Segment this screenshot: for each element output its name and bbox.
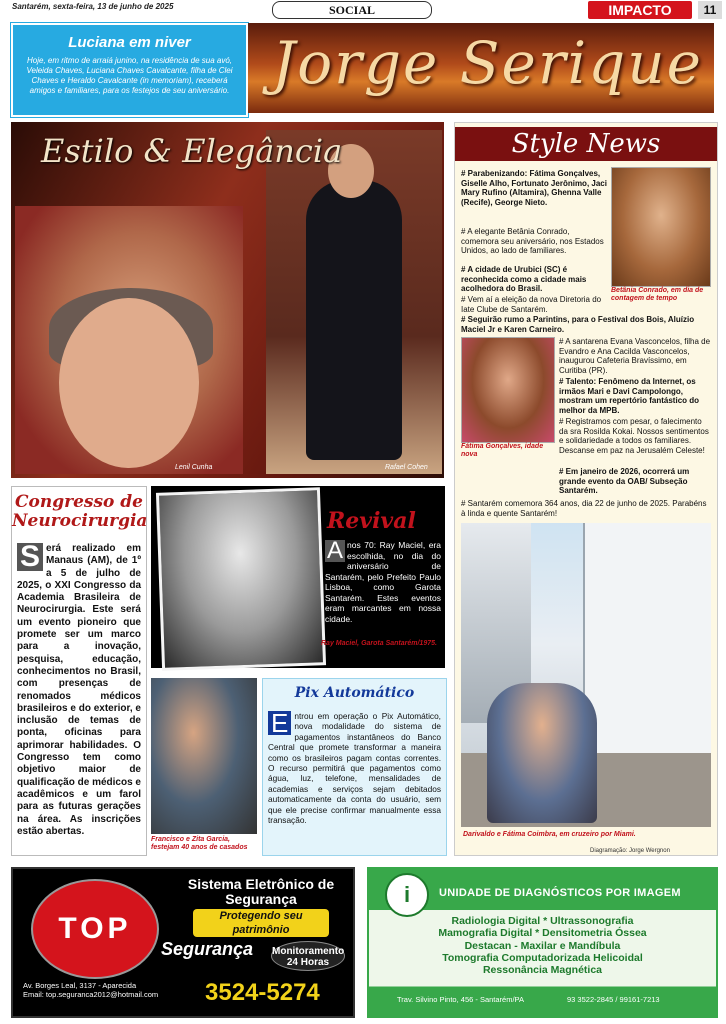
- caption-cruzeiro: Darivaldo e Fátima Coimbra, em cruzeiro por Miami.: [463, 831, 636, 838]
- face-shape: [59, 298, 199, 468]
- columnist-name: Jorge Serique: [272, 29, 703, 97]
- revival-text: nos 70: Ray Maciel, era escolhida, no dia do aniversário de Santarém, pelo Prefeito Paulo Lisboa, como Garota Santarém. Estes eventos eram marcantes em nossa cidade.: [325, 540, 441, 624]
- pix-title: Pix Automático: [294, 685, 415, 701]
- page-number: 11: [698, 1, 722, 19]
- diag-phone: 93 3522-2845 / 99161-7213: [567, 995, 660, 1004]
- estilo-feature: [11, 122, 444, 478]
- niver-body: Hoje, em ritmo de arraiá junino, na residência de sua avó, Veleida Chaves, Luciana Chaves Cavalcante, filha de Clei Chaves e Heraldo Cavalcante (in memoriam), receberá amigos e familiares, para os festejos de seu aniversário.: [26, 56, 233, 95]
- top-logo: TOP: [31, 879, 159, 979]
- diag-services: [369, 915, 716, 976]
- ad-top-brand: Segurança: [161, 939, 254, 959]
- photo-lenil-cunha: [15, 206, 243, 474]
- ad-top-seguranca: [11, 867, 355, 1018]
- diag-service-5: Ressonância Magnética: [482, 964, 603, 977]
- photo-cruise-ship: [461, 523, 711, 827]
- diag-service-1: Radiologia Digital * Ultrassonografia: [451, 915, 634, 927]
- diag-service-3: Destacan - Maxilar e Mandíbula: [464, 939, 621, 952]
- diag-logo: i: [385, 873, 429, 917]
- ship-hull-shape: [583, 523, 711, 753]
- caption-fatima: Fátima Gonçalves, idade nova: [461, 443, 544, 458]
- photo-fatima-goncalves: [461, 337, 555, 443]
- section-label: SOCIAL: [272, 1, 432, 19]
- news-item-9: # Em janeiro de 2026, ocorrerá um grande evento da OAB/ Subseção Santarém.: [559, 467, 690, 495]
- diag-heading: UNIDADE DE DIAGNÓSTICOS POR IMAGEM: [439, 887, 681, 899]
- revival-box: [151, 486, 445, 668]
- caption-rafael: Rafael Cohen: [385, 464, 428, 471]
- ad-diagnosticos: [367, 867, 718, 1018]
- news-item-8: # Registramos com pesar, o falecimento da sra Rosilda Kokai. Nossos sentimentos e solidariedade a todos os familiares. Descanse em paz na Jerusalém Celeste!: [559, 417, 709, 455]
- revival-caption: Ray Maciel, Garota Santarém/1975.: [321, 640, 437, 647]
- caption-lenil: Lenil Cunha: [175, 464, 213, 471]
- congresso-title: Congresso de Neurocirurgia: [12, 492, 148, 531]
- photo-ray-maciel: [156, 487, 326, 671]
- news-item-4: # Vem aí a eleição da nova Diretoria do Iate Clube de Santarém.: [461, 295, 602, 314]
- layout-credit: Diagramação: Jorge Wergnon: [590, 848, 670, 854]
- news-item-3: # A cidade de Urubici (SC) é reconhecida como a cidade mais acolhedora do Brasil.: [461, 265, 587, 293]
- style-news-title: Style News: [455, 127, 717, 161]
- ad-top-line2: Protegendo seu patrimônio: [193, 909, 329, 937]
- diag-address: Trav. Silvino Pinto, 456 - Santarém/PA: [397, 995, 524, 1004]
- ad-top-badge: Monitoramento 24 Horas: [271, 941, 345, 971]
- diag-service-4: Tomografia Computadorizada Helicoidal: [442, 951, 643, 964]
- couple-box: [151, 678, 257, 854]
- news-item-5: # Seguirão rumo a Parintins, para o Festival dos Bois, Aluízio Maciel Jr e Karen Carneiro.: [461, 315, 695, 334]
- niver-box: [11, 23, 248, 117]
- ad-top-address-line: Av. Borges Leal, 3137 - Aparecida: [23, 981, 137, 990]
- ad-top-line1: Sistema Eletrônico de Segurança: [187, 876, 335, 907]
- photo-francisco-zita: [151, 678, 257, 834]
- issue-date: Santarém, sexta-feira, 13 de junho de 2025: [12, 2, 174, 11]
- estilo-title: Estilo & Elegância: [41, 132, 343, 170]
- ad-top-email: Email: top.seguranca2012@hotmail.com: [23, 990, 159, 999]
- revival-dropcap: A: [327, 537, 344, 564]
- pix-box: [262, 678, 447, 856]
- style-news-column: [454, 122, 718, 856]
- news-item-1: # Parabenizando: Fátima Gonçalves, Giselle Alho, Fortunato Jerônimo, Jaci Mary Rufino (Altamira), Ghenna Valle (Recife), George Nieto.: [461, 169, 607, 207]
- ad-top-phone: 3524-5274: [205, 979, 320, 1006]
- revival-title: Revival: [327, 508, 416, 534]
- congresso-box: [11, 486, 147, 856]
- congresso-text: erá realizado em Manaus (AM), de 1º a 5 de julho de 2025, o XXI Congresso da Academia Brasileira de Neurocirurgia. Este será um evento pioneiro que promete ser um marco para a inovação, pesquisa, educação, conhecimentos no Brasil, com presenças de renomados médicos brasileiros e do exterior, e inclusão de temas de ponta, oficinas para aprimorar habilidades. O Congresso tem como objetivo maior de qualificação de médicos e acadêmicos e um farol para as futuras gerações na área. As inscrições estão abertas.: [17, 543, 141, 837]
- photo-rafael-cohen: [266, 130, 442, 474]
- news-item-10: # Santarém comemora 364 anos, dia 22 de junho de 2025. Parabéns à linda e quente Santarém!: [461, 499, 707, 518]
- congresso-body: [17, 540, 141, 838]
- pix-dropcap: E: [268, 711, 291, 735]
- congresso-dropcap: S: [17, 543, 43, 571]
- news-item-2: # A elegante Betânia Conrado, comemora seu aniversário, nos Estados Unidos, ao lado de familiares.: [461, 227, 604, 255]
- revival-body: [325, 537, 441, 624]
- diag-service-2: Mamografia Digital * Densitometria Óssea: [438, 927, 647, 940]
- pix-body: [268, 708, 441, 826]
- news-item-6: # A santarena Evana Vasconcelos, filha de Evandro e Ana Cacilda Vasconcelos, inaugurou Cafeteria Bravíssimo, em Curitiba (PR).: [559, 337, 711, 375]
- caption-betania: Betânia Conrado, em dia de contagem de tempo: [611, 287, 704, 302]
- news-item-7: # Talento: Fenômeno da Internet, os irmãos Mari e Davi Campolongo, mostram um repertório fantástico do melhor da MPB.: [559, 377, 700, 415]
- couple-caption: Francisco e Zita Garcia, festejam 40 anos de casados: [151, 836, 248, 851]
- column-banner: [248, 23, 714, 113]
- ad-top-address: [23, 981, 158, 999]
- photo-betania-conrado: [611, 167, 711, 287]
- couple-shape: [487, 683, 597, 823]
- suit-shape: [306, 180, 402, 460]
- pix-text: ntrou em operação o Pix Automático, nova modalidade do sistema de pagamentos instantâneos do Banco Central que promete transformar a maneira como os brasileiros pagam contas correntes. O recurso permitirá que pagamentos como água, luz, telefone, mensalidades de academias e serviços sejam debitados automaticamente da conta do usuário, sem que ele precise confirmar manualmente essa transação.: [268, 711, 441, 826]
- newspaper-logo: IMPACTO: [588, 1, 692, 19]
- niver-title: Luciana em niver: [68, 34, 191, 51]
